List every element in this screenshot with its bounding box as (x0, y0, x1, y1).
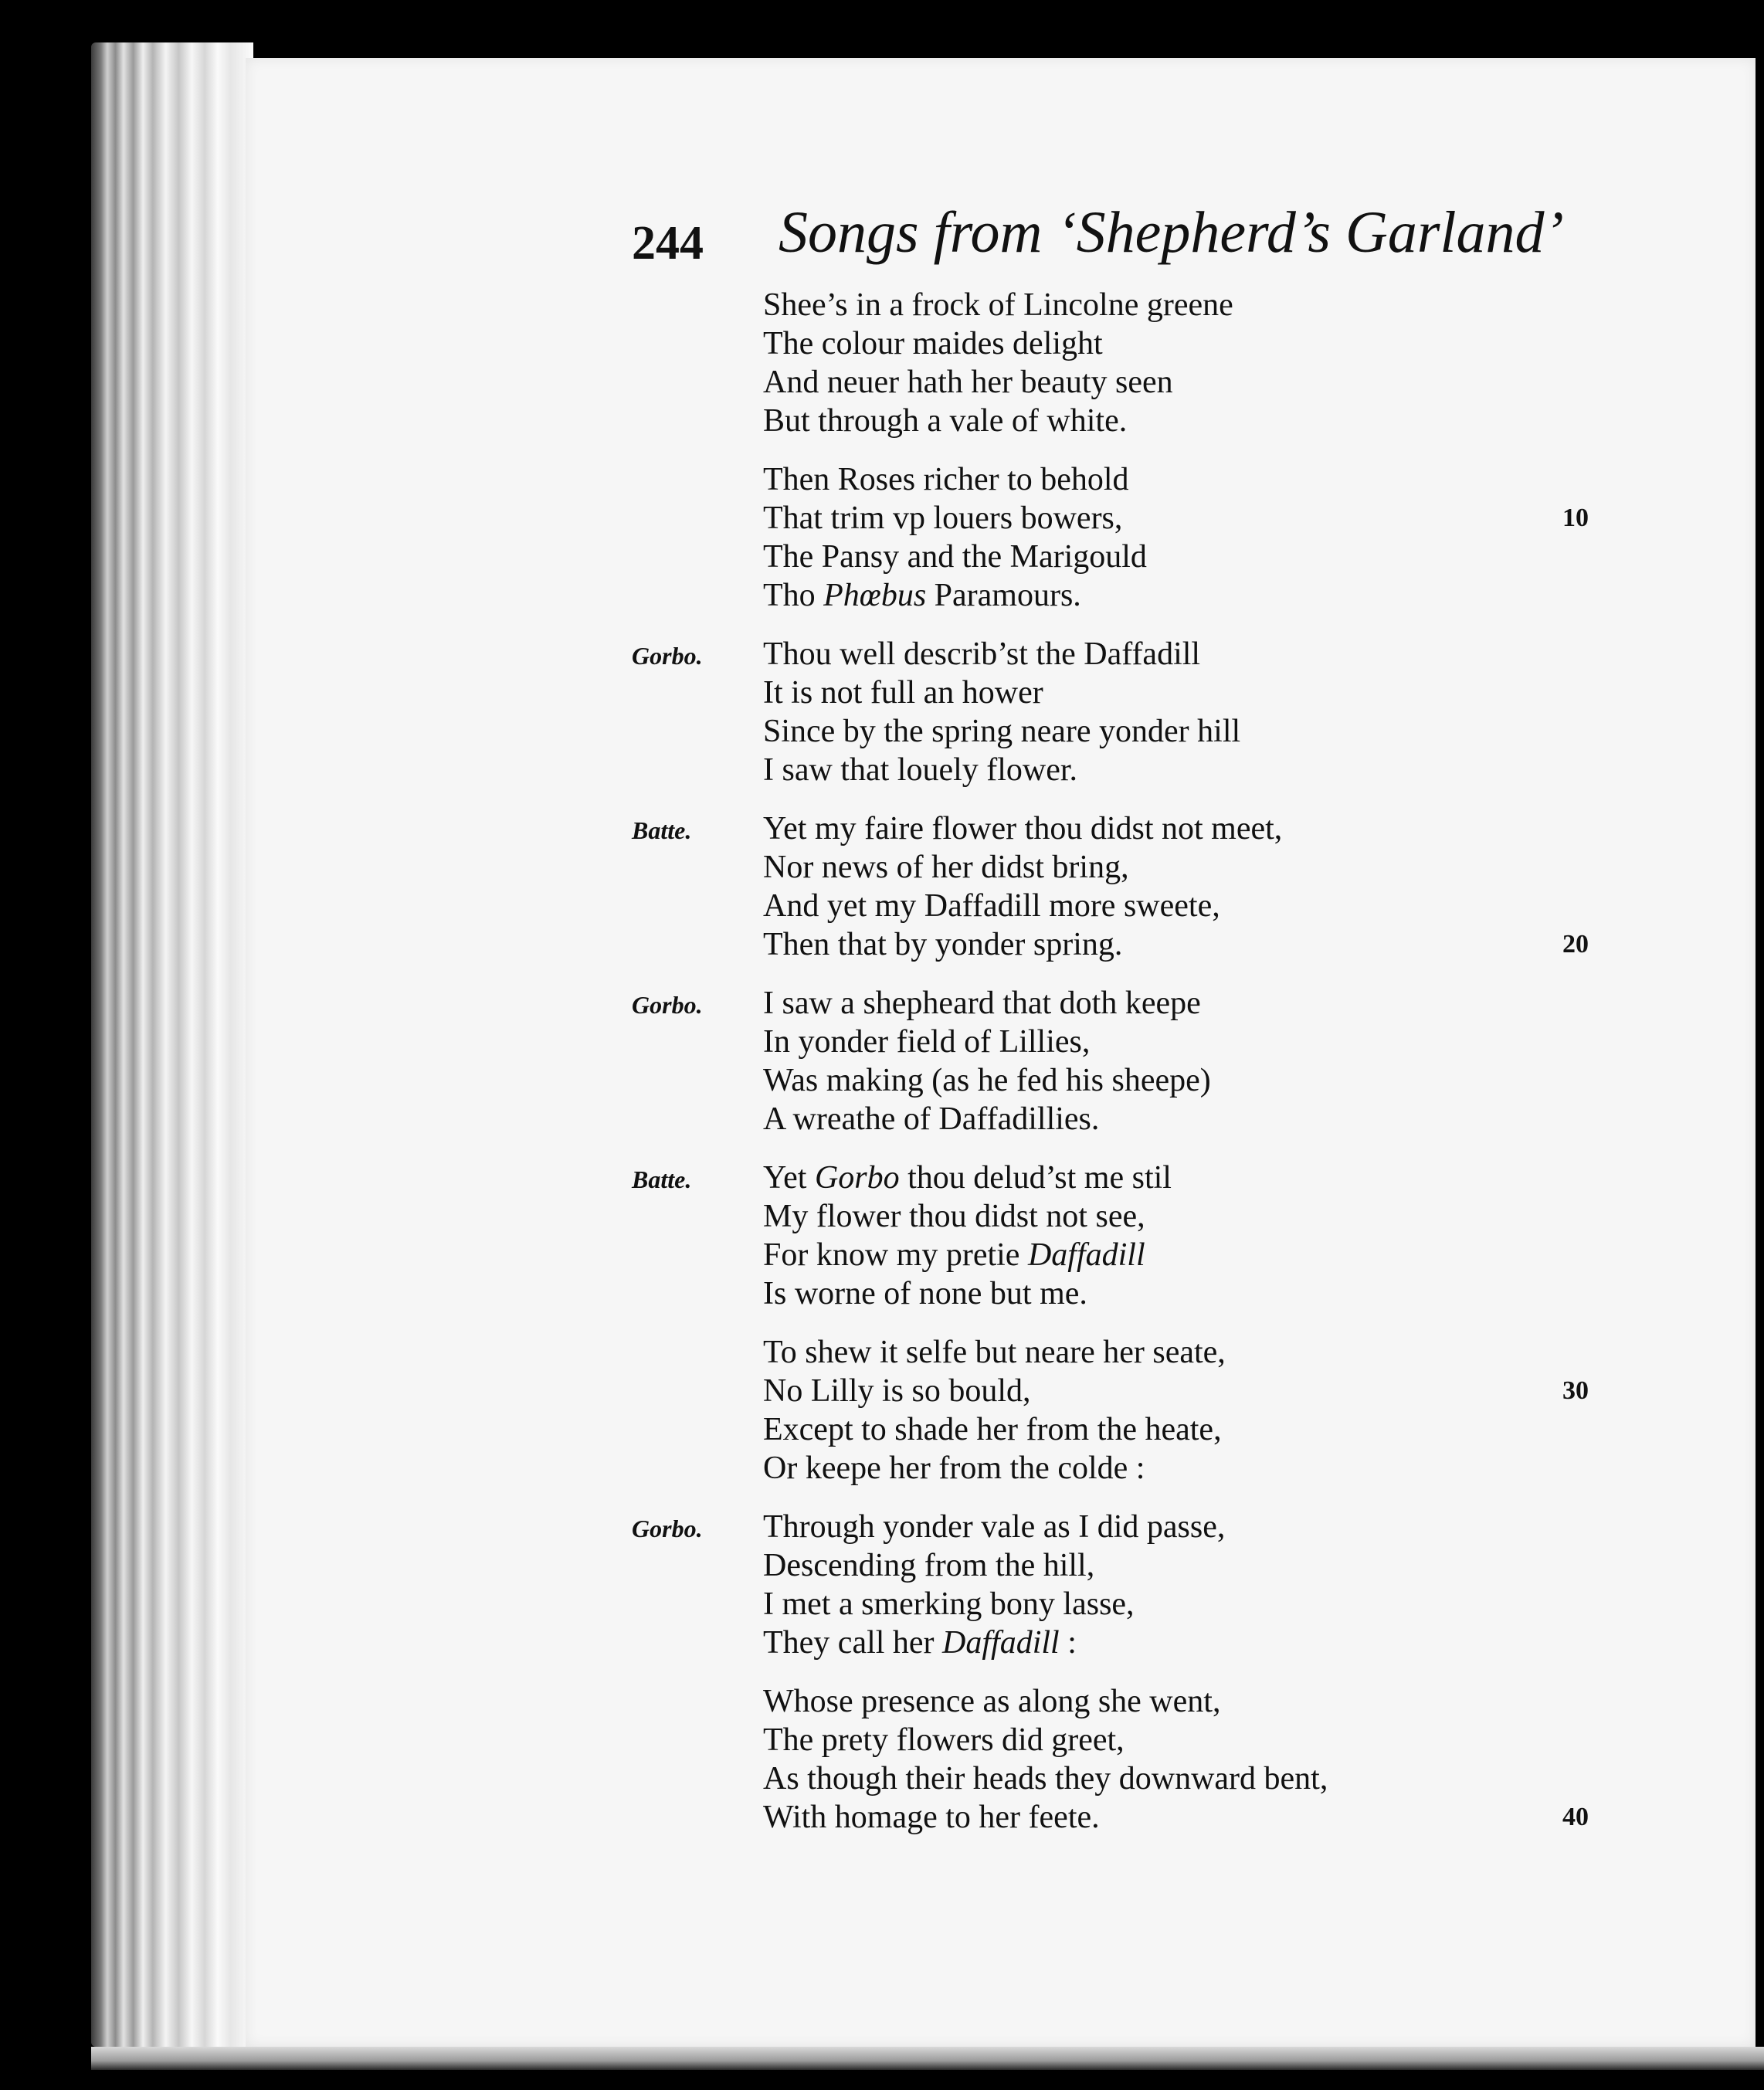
italic-name: Gorbo (814, 1160, 900, 1196)
line-text-before: For know my pretie (763, 1237, 1028, 1273)
page-bottom-edge (91, 2047, 1764, 2070)
italic-name: Phœbus (823, 578, 927, 613)
stanza (632, 1159, 1620, 1313)
page-number: 244 (632, 217, 704, 270)
poem-line (632, 1023, 1620, 1061)
line-text-before: They call her (763, 1625, 943, 1661)
speaker-name: Gorbo. (632, 642, 703, 670)
line-text-before: Yet (763, 1160, 815, 1196)
poem-line (632, 1410, 1620, 1449)
stanza (632, 1333, 1620, 1488)
poem-line (632, 848, 1620, 887)
line-number: 30 (1562, 1376, 1589, 1405)
line-text: No Lilly is so bould, (763, 1373, 1031, 1409)
line-text: With homage to her feete. (763, 1800, 1100, 1835)
line-text: The Pansy and the Marigould (763, 539, 1147, 575)
line-number: 10 (1562, 504, 1589, 532)
poem-line (632, 1798, 1620, 1837)
poem-line (632, 1372, 1620, 1410)
poem-line (632, 635, 1620, 673)
line-text: Through yonder vale as I did passe, (763, 1509, 1226, 1545)
line-text: To shew it selfe but neare her seate, (763, 1335, 1226, 1370)
line-text-before: Tho (763, 578, 824, 613)
line-text: Was making (as he fed his sheepe) (763, 1063, 1211, 1098)
line-text: Thou well describ’st the Daffadill (763, 636, 1201, 672)
poem-line (632, 1333, 1620, 1372)
stanza (632, 460, 1620, 615)
poem-line (632, 925, 1620, 964)
line-text: The prety flowers did greet, (763, 1722, 1125, 1758)
poem-line (632, 1159, 1620, 1197)
poem-line (632, 1623, 1620, 1662)
poem-line (632, 1449, 1620, 1488)
stanza (632, 1682, 1620, 1837)
poem-line (632, 1236, 1620, 1274)
line-text: Shee’s in a frock of Lincolne greene (763, 287, 1233, 323)
line-text-after: Paramours. (926, 578, 1081, 613)
line-text: And yet my Daffadill more sweete, (763, 888, 1220, 924)
stanza (632, 1508, 1620, 1662)
poem-line (632, 1197, 1620, 1236)
line-text: Yet my faire flower thou didst not meet, (763, 811, 1283, 847)
line-number: 20 (1562, 930, 1589, 958)
line-text: Is worne of none but me. (763, 1276, 1087, 1311)
italic-name: Daffadill (1027, 1237, 1145, 1273)
line-text: Descending from the hill, (763, 1548, 1095, 1583)
speaker-name: Gorbo. (632, 991, 703, 1019)
poem-line (632, 712, 1620, 751)
speaker-name: Gorbo. (632, 1515, 703, 1542)
poem-line (632, 499, 1620, 538)
line-text: A wreathe of Daffadillies. (763, 1101, 1100, 1137)
running-head (632, 199, 1620, 284)
poem-line (632, 1061, 1620, 1100)
italic-name: Daffadill (942, 1625, 1060, 1661)
line-text: I saw that louely flower. (763, 752, 1078, 788)
line-text: My flower thou didst not see, (763, 1199, 1145, 1234)
line-text: And neuer hath her beauty seen (763, 365, 1173, 400)
line-text: Or keepe her from the colde : (763, 1450, 1145, 1486)
running-title: Songs from ‘Shepherd’s Garland’ (779, 200, 1564, 265)
line-text: Except to shade her from the heate, (763, 1412, 1222, 1447)
poem-line (632, 984, 1620, 1023)
poem (632, 286, 1620, 1857)
line-text (763, 1236, 1145, 1274)
line-text-after: : (1059, 1625, 1077, 1661)
line-text: But through a vale of white. (763, 403, 1128, 439)
line-text (763, 1623, 1077, 1662)
line-text: Nor news of her didst bring, (763, 850, 1129, 885)
line-text: I saw a shepheard that doth keepe (763, 986, 1201, 1021)
poem-line (632, 1508, 1620, 1546)
poem-line (632, 363, 1620, 402)
poem-line (632, 1721, 1620, 1759)
line-text: The colour maides delight (763, 326, 1103, 361)
line-text: Then Roses richer to behold (763, 462, 1129, 497)
line-text (763, 576, 1081, 615)
line-number: 40 (1562, 1803, 1589, 1831)
poem-line (632, 809, 1620, 848)
line-text: It is not full an hower (763, 675, 1043, 711)
poem-line (632, 460, 1620, 499)
line-text: Since by the spring neare yonder hill (763, 714, 1241, 749)
poem-line (632, 538, 1620, 576)
stanza (632, 984, 1620, 1138)
poem-line (632, 1585, 1620, 1623)
poem-line (632, 751, 1620, 789)
line-text: I met a smerking bony lasse, (763, 1586, 1135, 1622)
poem-line (632, 1546, 1620, 1585)
poem-line (632, 402, 1620, 440)
poem-line (632, 1759, 1620, 1798)
line-text: As though their heads they downward bent, (763, 1761, 1328, 1797)
page-edges (91, 42, 253, 2047)
poem-line (632, 286, 1620, 324)
line-text: Whose presence as along she went, (763, 1684, 1221, 1719)
line-text: In yonder field of Lillies, (763, 1024, 1091, 1060)
poem-line (632, 576, 1620, 615)
speaker-name: Batte. (632, 816, 692, 844)
line-text: Then that by yonder spring. (763, 927, 1123, 962)
speaker-name: Batte. (632, 1165, 692, 1193)
stanza (632, 635, 1620, 789)
poem-line (632, 1682, 1620, 1721)
line-text-after: thou delud’st me stil (899, 1160, 1172, 1196)
stanza (632, 286, 1620, 440)
poem-line (632, 1100, 1620, 1138)
stanza (632, 809, 1620, 964)
poem-line (632, 324, 1620, 363)
poem-line (632, 1274, 1620, 1313)
line-text: That trim vp louers bowers, (763, 500, 1123, 536)
poem-line (632, 673, 1620, 712)
poem-line (632, 887, 1620, 925)
line-text (763, 1159, 1172, 1197)
